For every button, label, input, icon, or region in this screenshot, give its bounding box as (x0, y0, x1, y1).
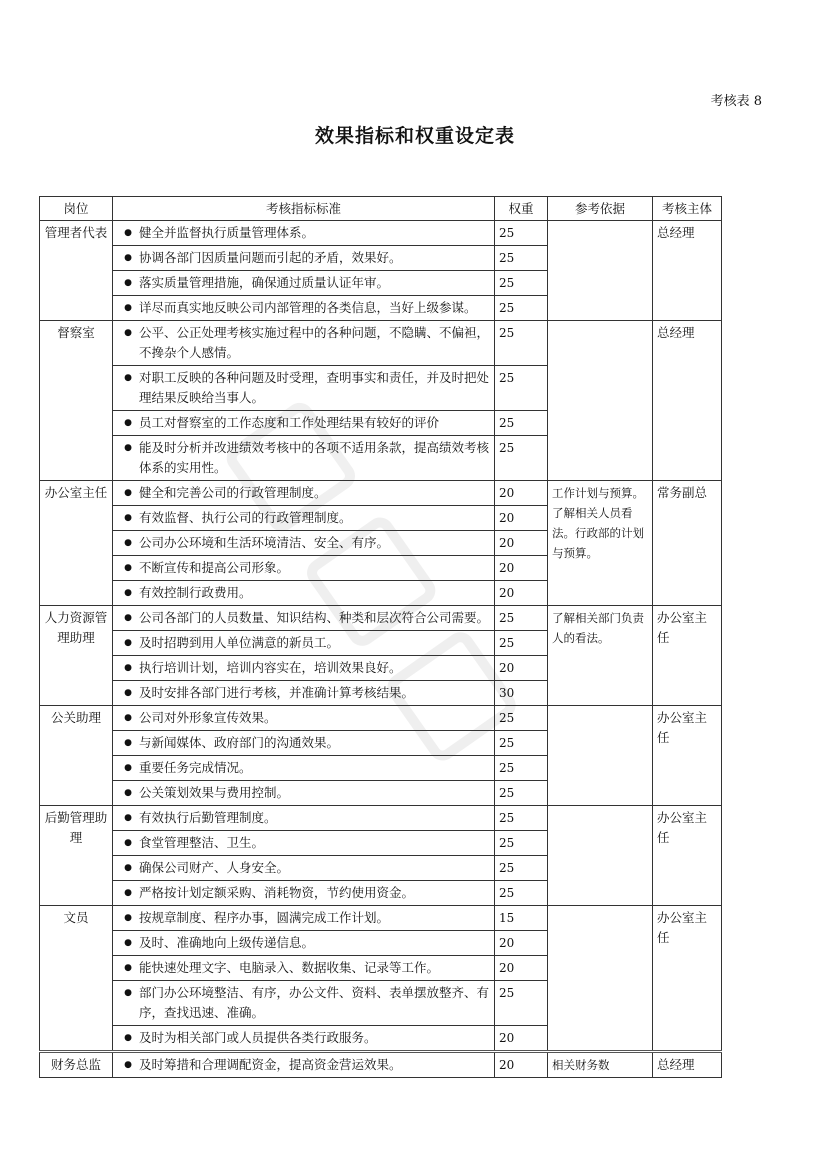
indicator-cell (113, 366, 495, 411)
subject-cell: 总经理 (653, 321, 722, 481)
indicator-cell (113, 631, 495, 656)
subject-cell: 总经理 (653, 221, 722, 321)
bullet-icon: ● (124, 328, 132, 338)
basis-cell (548, 806, 653, 906)
indicator-table (39, 196, 722, 1078)
indicator-text: 及时、准确地向上级传递信息。 (139, 935, 315, 950)
weight-cell: 25 (495, 731, 548, 756)
table-row (40, 706, 722, 731)
indicator-text: 有效监督、执行公司的行政管理制度。 (139, 510, 352, 525)
indicator-text: 健全并监督执行质量管理体系。 (139, 225, 315, 240)
post-cell: 后勤管理助理 (40, 806, 113, 906)
indicator-text: 公司对外形象宣传效果。 (139, 710, 277, 725)
col-header-weight: 权重 (495, 197, 548, 221)
bullet-icon: ● (124, 763, 132, 773)
bullet-icon: ● (124, 788, 132, 798)
indicator-cell (113, 581, 495, 606)
weight-cell: 25 (495, 631, 548, 656)
indicator-cell (113, 221, 495, 246)
bullet-icon: ● (124, 488, 132, 498)
post-cell: 财务总监 (40, 1052, 113, 1078)
indicator-text: 公关策划效果与费用控制。 (139, 785, 290, 800)
post-cell: 督察室 (40, 321, 113, 481)
weight-cell: 20 (495, 581, 548, 606)
weight-cell: 25 (495, 806, 548, 831)
weight-cell: 25 (495, 881, 548, 906)
bullet-icon: ● (124, 563, 132, 573)
bullet-icon: ● (124, 613, 132, 623)
indicator-cell (113, 246, 495, 271)
indicator-cell (113, 271, 495, 296)
post-cell: 办公室主任 (40, 481, 113, 606)
subject-cell: 办公室主任 (653, 806, 722, 906)
table-row (40, 906, 722, 931)
subject-cell: 办公室主任 (653, 706, 722, 806)
indicator-text: 与新闻媒体、政府部门的沟通效果。 (139, 735, 340, 750)
weight-cell: 25 (495, 856, 548, 881)
indicator-cell (113, 481, 495, 506)
indicator-cell (113, 296, 495, 321)
indicator-cell (113, 881, 495, 906)
indicator-text: 及时安排各部门进行考核，并准确计算考核结果。 (139, 685, 415, 700)
indicator-cell (113, 436, 495, 481)
indicator-cell (113, 906, 495, 931)
indicator-text: 员工对督察室的工作态度和工作处理结果有较好的评价 (139, 415, 440, 430)
indicator-text: 公司办公环境和生活环境清洁、安全、有序。 (139, 535, 390, 550)
col-header-subject: 考核主体 (653, 197, 722, 221)
basis-cell: 了解相关部门负责人的看法。 (548, 606, 653, 706)
bullet-icon: ● (124, 418, 132, 428)
indicator-cell (113, 956, 495, 981)
indicator-cell (113, 706, 495, 731)
weight-cell: 25 (495, 436, 548, 481)
indicator-text: 严格按计划定额采购、消耗物资，节约使用资金。 (139, 885, 415, 900)
indicator-text: 部门办公环境整洁、有序，办公文件、资料、表单摆放整齐、有序，查找迅速、准确。 (139, 985, 490, 1020)
bullet-icon: ● (124, 888, 132, 898)
bullet-icon: ● (124, 938, 132, 948)
indicator-text: 按规章制度、程序办事，圆满完成工作计划。 (139, 910, 390, 925)
indicator-text: 确保公司财产、人身安全。 (139, 860, 290, 875)
indicator-text: 公平、公正处理考核实施过程中的各种问题，不隐瞒、不偏袒，不搀杂个人感情。 (139, 325, 490, 360)
table-row (40, 606, 722, 631)
table-row (40, 321, 722, 366)
bullet-icon: ● (124, 588, 132, 598)
weight-cell: 25 (495, 271, 548, 296)
indicator-cell (113, 506, 495, 531)
indicator-cell (113, 806, 495, 831)
indicator-text: 落实质量管理措施，确保通过质量认证年审。 (139, 275, 390, 290)
subject-cell: 常务副总 (653, 481, 722, 606)
indicator-cell (113, 321, 495, 366)
basis-cell (548, 706, 653, 806)
table-row (40, 221, 722, 246)
weight-cell: 25 (495, 606, 548, 631)
indicator-cell (113, 756, 495, 781)
weight-cell: 20 (495, 1052, 548, 1078)
col-header-indicator: 考核指标标准 (113, 197, 495, 221)
indicator-text: 重要任务完成情况。 (139, 760, 252, 775)
bullet-icon: ● (124, 538, 132, 548)
basis-cell: 相关财务数 (548, 1052, 653, 1078)
weight-cell: 20 (495, 481, 548, 506)
bullet-icon: ● (124, 738, 132, 748)
bullet-icon: ● (124, 303, 132, 313)
weight-cell: 20 (495, 531, 548, 556)
weight-cell: 30 (495, 681, 548, 706)
bullet-icon: ● (124, 688, 132, 698)
bullet-icon: ● (124, 988, 132, 998)
weight-cell: 25 (495, 756, 548, 781)
weight-cell: 25 (495, 246, 548, 271)
weight-cell: 25 (495, 831, 548, 856)
subject-cell: 总经理 (653, 1052, 722, 1078)
indicator-text: 食堂管理整洁、卫生。 (139, 835, 265, 850)
bullet-icon: ● (124, 443, 132, 453)
post-cell: 文员 (40, 906, 113, 1052)
weight-cell: 25 (495, 981, 548, 1026)
indicator-text: 协调各部门因质量问题而引起的矛盾，效果好。 (139, 250, 402, 265)
indicator-cell (113, 931, 495, 956)
bullet-icon: ● (124, 228, 132, 238)
weight-cell: 20 (495, 956, 548, 981)
indicator-text: 及时筹措和合理调配资金，提高资金营运效果。 (139, 1057, 402, 1072)
indicator-text: 及时招聘到用人单位满意的新员工。 (139, 635, 340, 650)
indicator-cell (113, 981, 495, 1026)
bullet-icon: ● (124, 253, 132, 263)
weight-cell: 20 (495, 656, 548, 681)
bullet-icon: ● (124, 638, 132, 648)
post-cell: 人力资源管理助理 (40, 606, 113, 706)
table-row (40, 1052, 722, 1078)
indicator-cell (113, 531, 495, 556)
indicator-text: 能及时分析并改进绩效考核中的各项不适用条款，提高绩效考核体系的实用性。 (139, 440, 490, 475)
indicator-text: 执行培训计划，培训内容实在，培训效果良好。 (139, 660, 402, 675)
page-title: 效果指标和权重设定表 (314, 125, 515, 147)
indicator-text: 及时为相关部门或人员提供各类行政服务。 (139, 1030, 377, 1045)
table-row (40, 481, 722, 506)
indicator-cell (113, 856, 495, 881)
weight-cell: 25 (495, 366, 548, 411)
indicator-text: 详尽而真实地反映公司内部管理的各类信息，当好上级参谋。 (139, 300, 477, 315)
indicator-cell (113, 1026, 495, 1052)
indicator-text: 有效控制行政费用。 (139, 585, 252, 600)
indicator-cell (113, 656, 495, 681)
indicator-cell (113, 1052, 495, 1078)
indicator-text: 能快速处理文字、电脑录入、数据收集、记录等工作。 (139, 960, 440, 975)
weight-cell: 25 (495, 321, 548, 366)
table-body (40, 221, 722, 1078)
weight-cell: 25 (495, 296, 548, 321)
indicator-text: 对职工反映的各种问题及时受理，查明事实和责任，并及时把处理结果反映给当事人。 (139, 370, 490, 405)
indicator-cell (113, 606, 495, 631)
bullet-icon: ● (124, 863, 132, 873)
bullet-icon: ● (124, 663, 132, 673)
weight-cell: 20 (495, 506, 548, 531)
post-cell: 管理者代表 (40, 221, 113, 321)
basis-cell (548, 906, 653, 1052)
bullet-icon: ● (124, 1060, 132, 1070)
indicator-cell (113, 681, 495, 706)
weight-cell: 25 (495, 706, 548, 731)
basis-cell: 工作计划与预算。了解相关人员看法。行政部的计划与预算。 (548, 481, 653, 606)
indicator-text: 公司各部门的人员数量、知识结构、种类和层次符合公司需要。 (139, 610, 490, 625)
basis-cell (548, 321, 653, 481)
indicator-cell (113, 556, 495, 581)
indicator-text: 有效执行后勤管理制度。 (139, 810, 277, 825)
col-header-basis: 参考依据 (548, 197, 653, 221)
table-header-row (40, 197, 722, 221)
indicator-cell (113, 781, 495, 806)
bullet-icon: ● (124, 813, 132, 823)
bullet-icon: ● (124, 1033, 132, 1043)
indicator-text: 不断宣传和提高公司形象。 (139, 560, 290, 575)
basis-cell (548, 221, 653, 321)
weight-cell: 15 (495, 906, 548, 931)
indicator-cell (113, 831, 495, 856)
weight-cell: 25 (495, 781, 548, 806)
post-cell: 公关助理 (40, 706, 113, 806)
form-number: 考核表 8 (710, 94, 762, 109)
weight-cell: 20 (495, 556, 548, 581)
indicator-text: 健全和完善公司的行政管理制度。 (139, 485, 327, 500)
indicator-cell (113, 411, 495, 436)
weight-cell: 20 (495, 1026, 548, 1052)
subject-cell: 办公室主任 (653, 906, 722, 1052)
bullet-icon: ● (124, 513, 132, 523)
indicator-cell (113, 731, 495, 756)
weight-cell: 25 (495, 411, 548, 436)
col-header-post: 岗位 (40, 197, 113, 221)
weight-cell: 25 (495, 221, 548, 246)
table-row (40, 806, 722, 831)
bullet-icon: ● (124, 963, 132, 973)
bullet-icon: ● (124, 713, 132, 723)
bullet-icon: ● (124, 913, 132, 923)
bullet-icon: ● (124, 373, 132, 383)
bullet-icon: ● (124, 838, 132, 848)
subject-cell: 办公室主任 (653, 606, 722, 706)
bullet-icon: ● (124, 278, 132, 288)
weight-cell: 20 (495, 931, 548, 956)
